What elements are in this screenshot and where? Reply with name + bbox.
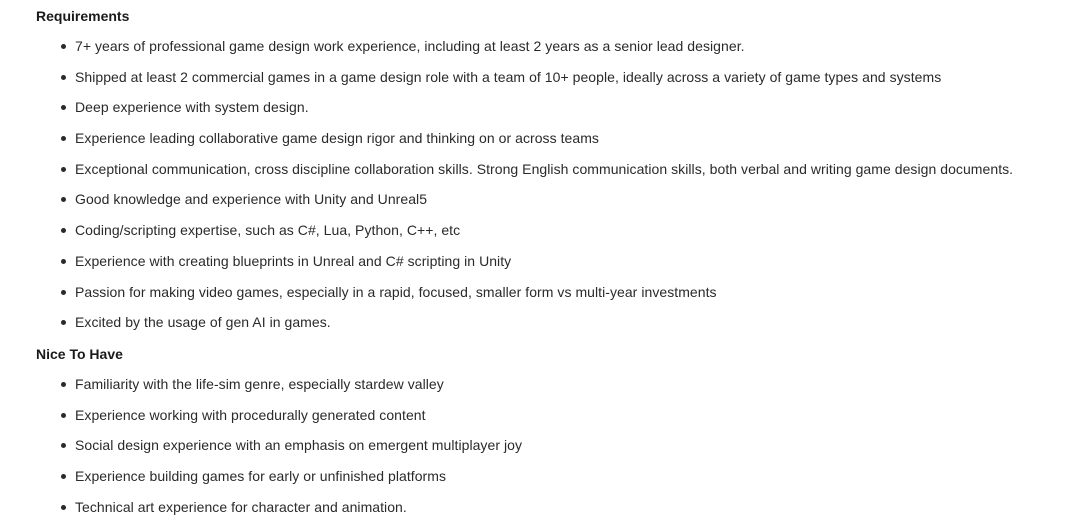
bullet-icon bbox=[61, 382, 66, 387]
bullet-icon bbox=[61, 443, 66, 448]
bullet-icon bbox=[61, 44, 66, 49]
list-item-text: 7+ years of professional game design work experience, including at least 2 years as a senior lead designer. bbox=[75, 38, 745, 54]
list-item bbox=[0, 62, 1013, 93]
list-item bbox=[0, 492, 522, 523]
list-item-text: Experience building games for early or unfinished platforms bbox=[75, 468, 447, 485]
bullet-icon bbox=[61, 320, 66, 325]
list-item bbox=[0, 246, 1013, 277]
bullet-icon bbox=[61, 228, 66, 233]
list-item-text: Experience with creating blueprints in Unreal and C# scripting in Unity bbox=[75, 252, 512, 269]
list-item bbox=[0, 461, 522, 492]
list-item-text: Technical art experience for character and animation. bbox=[75, 498, 407, 515]
list-item bbox=[0, 123, 1013, 154]
list-item-text: Excited by the usage of gen AI in games. bbox=[75, 314, 331, 331]
list-item-text: Exceptional communication, cross discipline collaboration skills. Strong English communication skills, both verbal and writing game design documents. bbox=[75, 160, 1014, 177]
list-item bbox=[0, 277, 1013, 308]
list-item-text: Shipped at least 2 commercial games in a game design role with a team of 10+ people, ideally across a variety of game types and systems bbox=[75, 68, 942, 85]
list-item bbox=[0, 400, 522, 431]
list-item-text: Deep experience with system design. bbox=[75, 99, 309, 116]
list-item bbox=[0, 92, 1013, 123]
bullet-icon bbox=[61, 75, 66, 80]
bullet-icon bbox=[61, 105, 66, 110]
nice-to-have-list bbox=[0, 369, 522, 522]
bullet-icon bbox=[61, 136, 66, 141]
list-item bbox=[0, 154, 1013, 185]
bullet-icon bbox=[61, 167, 66, 172]
bullet-icon bbox=[61, 505, 66, 510]
list-item-text: Experience working with procedurally generated content bbox=[75, 406, 426, 423]
list-item bbox=[0, 184, 1013, 215]
nice-to-have-heading: Nice To Have bbox=[36, 346, 123, 362]
list-item bbox=[0, 369, 522, 400]
requirements-list bbox=[0, 31, 1013, 338]
bullet-icon bbox=[61, 259, 66, 264]
list-item-text: Familiarity with the life-sim genre, especially stardew valley bbox=[75, 376, 444, 392]
list-item-text: Social design experience with an emphasis on emergent multiplayer joy bbox=[75, 437, 523, 454]
bullet-icon bbox=[61, 474, 66, 479]
list-item bbox=[0, 215, 1013, 246]
list-item bbox=[0, 31, 1013, 62]
list-item-text: Passion for making video games, especially in a rapid, focused, smaller form vs multi-year investments bbox=[75, 283, 717, 300]
bullet-icon bbox=[61, 413, 66, 418]
list-item-text: Good knowledge and experience with Unity and Unreal5 bbox=[75, 191, 428, 208]
bullet-icon bbox=[61, 197, 66, 202]
bullet-icon bbox=[61, 290, 66, 295]
requirements-heading: Requirements bbox=[36, 8, 130, 24]
list-item bbox=[0, 430, 522, 461]
list-item bbox=[0, 307, 1013, 338]
list-item-text: Experience leading collaborative game design rigor and thinking on or across teams bbox=[75, 130, 599, 147]
list-item-text: Coding/scripting expertise, such as C#, Lua, Python, C++, etc bbox=[75, 222, 461, 239]
